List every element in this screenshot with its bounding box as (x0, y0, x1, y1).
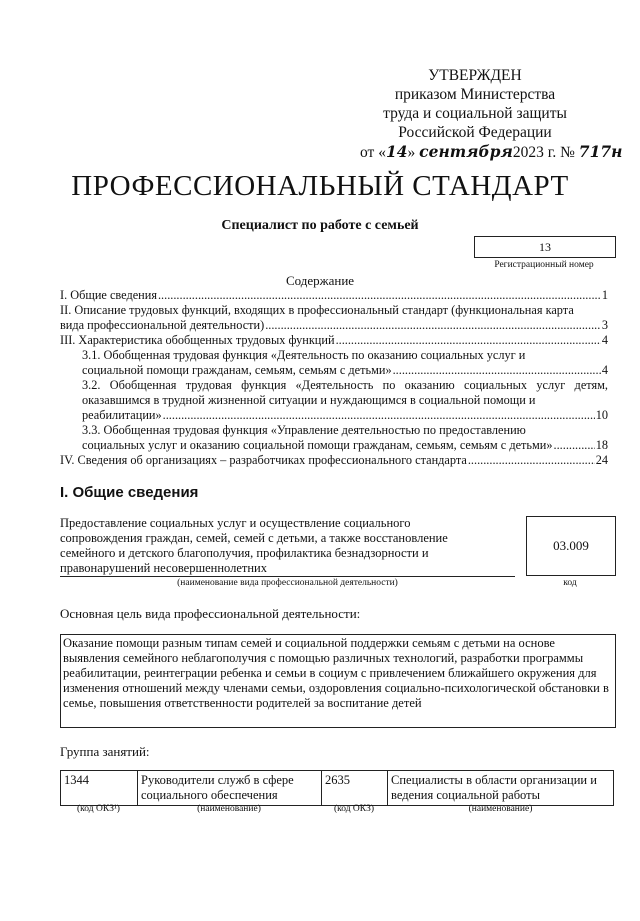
toc-item[interactable]: 3.3. Обобщенная трудовая функция «Управление деятельностью по предоставлению социальных услуг и оказанию социальной помощи гражданам, семьям, семьям с детьми» ..... 18 (60, 423, 608, 453)
toc-item[interactable]: III. Характеристика обобщенных трудовых функций ..... 4 (60, 333, 608, 348)
occupation-name-cell: Руководители служб в сфере социального обеспечения (138, 771, 322, 806)
okz-code-cell: 2635 (322, 771, 388, 806)
approval-line-3: Российской Федерации (398, 124, 552, 141)
toc-heading: Содержание (285, 273, 355, 288)
section-heading: I. Общие сведения (60, 484, 199, 501)
page-title: ПРОФЕССИОНАЛЬНЫЙ СТАНДАРТ (71, 170, 569, 202)
activity-kind-underline (60, 576, 515, 577)
occupation-name-cell: Специалисты в области организации и ведения социальной работы (388, 771, 614, 806)
occupation-group-label: Группа занятий: (60, 744, 150, 759)
approval-date: от «14» сентября2023 г. № 717н (360, 142, 623, 161)
caption-name: (наименование) (197, 804, 261, 814)
toc-item[interactable]: II. Описание трудовых функций, входящих в профессиональный стандарт (функциональная карта вида профессиональной деятельности) ..... 3 (60, 303, 608, 333)
goal-label: Основная цель вида профессиональной деятельности: (60, 606, 361, 621)
toc-item[interactable]: I. Общие сведения ..... 1 (60, 288, 608, 303)
activity-kind-text: Предоставление социальных услуг и осуществление социального сопровождения граждан, семей, семей с детьми, а также восстановление семейного и детского благополучия, профилактика безнадзорности и правонарушений несовершеннолетних (60, 516, 448, 575)
activity-code-caption: код (563, 578, 577, 588)
approval-month: сентября (419, 142, 513, 161)
caption-okz-code-2: (код ОКЗ) (333, 804, 375, 814)
approval-order-number: 717н (578, 142, 623, 161)
approval-block (360, 66, 623, 162)
caption-name-2: (наименование) (468, 804, 533, 814)
activity-code-box: 03.009 (526, 516, 616, 576)
caption-okz-code: (код ОКЗ¹) (77, 804, 120, 814)
registration-number-box: 13 (474, 236, 616, 258)
approval-title: УТВЕРЖДЕН (428, 67, 522, 84)
page-subtitle: Специалист по работе с семьей (221, 218, 419, 233)
approval-line-2: труда и социальной защиты (383, 105, 567, 122)
registration-number-label: Регистрационный номер (494, 260, 594, 270)
activity-kind-caption: (наименование вида профессиональной деятельности) (177, 578, 398, 588)
table-row (61, 771, 614, 806)
toc-item[interactable]: 3.1. Обобщенная трудовая функция «Деятельность по оказанию социальных услуг и социальной помощи гражданам, семьям, семьям с детьми» ..... 4 (60, 348, 608, 378)
approval-day: 14 (385, 142, 408, 161)
goal-text: Оказание помощи разным типам семей и социальной поддержки семьям с детьми на основе выявления семейного неблагополучия с помощью различных технологий, разработки программы реабилитации, реинтеграции ребенка и семьи в социум с привлечением ближайшего окружения для изменения отношений между членами семьи, оздоровления социально-психологической обстановки в семье, повышения ответственности родителей за воспитание детей (63, 636, 609, 710)
table-of-contents (60, 288, 608, 468)
occupation-table (60, 770, 614, 806)
okz-code-cell: 1344 (61, 771, 138, 806)
toc-item[interactable]: 3.2. Обобщенная трудовая функция «Деятельность по оказанию социальных услуг детям, оказавшимся в трудной жизненной ситуации и нуждающимся в социальной помощи и реабилитации» ..... 10 (60, 378, 608, 423)
toc-item[interactable]: IV. Сведения об организациях – разработчиках профессионального стандарта ..... 24 (60, 453, 608, 468)
approval-line-1: приказом Министерства (394, 86, 556, 103)
